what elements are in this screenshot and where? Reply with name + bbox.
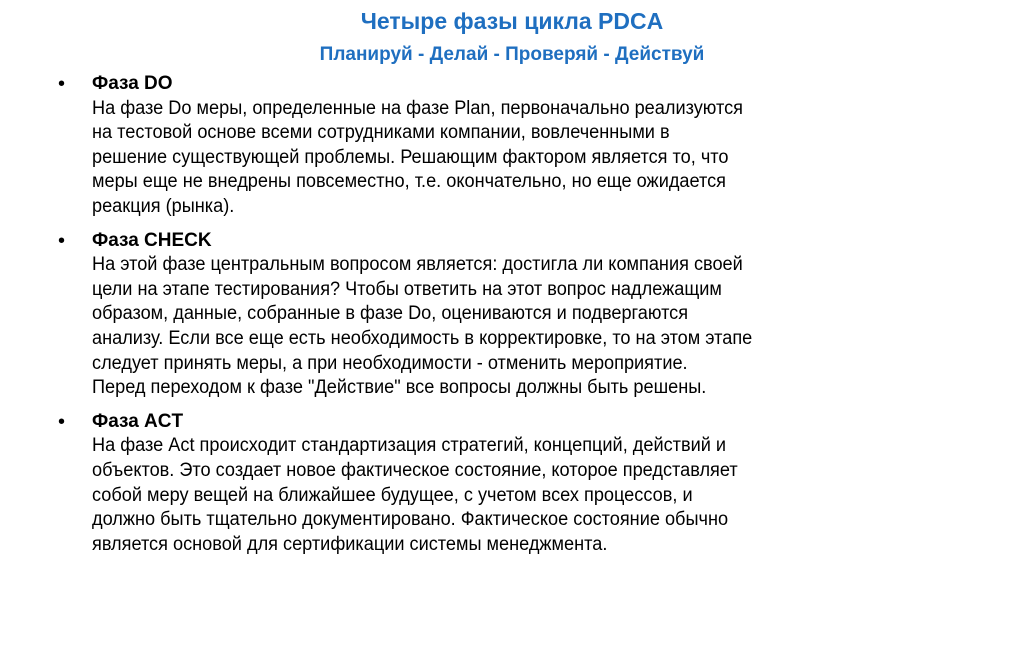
phase-heading: Фаза DO — [92, 73, 173, 94]
phase-text-line: реакция (рынка). — [92, 195, 235, 217]
phase-text-line: собой меру вещей на ближайшее будущее, с учетом всех процессов, и — [92, 484, 693, 506]
bullet-icon: • — [58, 73, 66, 95]
phase-item — [58, 410, 783, 558]
slide-title: Четыре фазы цикла PDCA — [360, 8, 664, 34]
phase-heading: Фаза ACT — [92, 410, 184, 432]
phase-text-line: следует принять меры, а при необходимости - отменить мероприятие. — [92, 352, 688, 374]
phase-text-line: должно быть тщательно документировано. Фактическое состояние обычно — [92, 509, 729, 531]
phase-text-line: цели на этапе тестирования? Чтобы ответить на этот вопрос надлежащим — [92, 278, 722, 300]
phase-text-line: На этой фазе центральным вопросом является: достигла ли компания своей — [92, 254, 743, 276]
phase-text-line: меры еще не внедрены повсеместно, т.е. окончательно, но еще ожидается — [92, 171, 727, 193]
phase-text-line: Перед переходом к фазе "Действие" все вопросы должны быть решены. — [92, 377, 707, 399]
phase-item — [58, 229, 783, 401]
phase-text-line: является основой для сертификации системы менеджмента. — [92, 533, 608, 555]
phase-list — [58, 72, 783, 566]
phase-text-line: анализу. Если все еще есть необходимость в корректировке, то на этом этапе — [92, 327, 753, 349]
bullet-icon: • — [58, 229, 66, 252]
bullet-icon: • — [58, 410, 66, 433]
phase-item — [58, 72, 783, 220]
phase-text-line: образом, данные, собранные в фазе Do, оцениваются и подвергаются — [92, 303, 689, 325]
phase-text-line: На фазе Do меры, определенные на фазе Plan, первоначально реализуются — [92, 97, 743, 119]
phase-text-line: решение существующей проблемы. Решающим фактором является то, что — [92, 146, 729, 168]
phase-text-line: На фазе Act происходит стандартизация стратегий, концепций, действий и — [92, 435, 727, 457]
phase-heading: Фаза CHECK — [92, 229, 212, 251]
slide-subtitle: Планируй - Делай - Проверяй - Действуй — [319, 44, 705, 65]
phase-text-line: объектов. Это создает новое фактическое состояние, которое представляет — [92, 459, 738, 481]
phase-text-line: на тестовой основе всеми сотрудниками компании, вовлеченными в — [92, 122, 670, 144]
